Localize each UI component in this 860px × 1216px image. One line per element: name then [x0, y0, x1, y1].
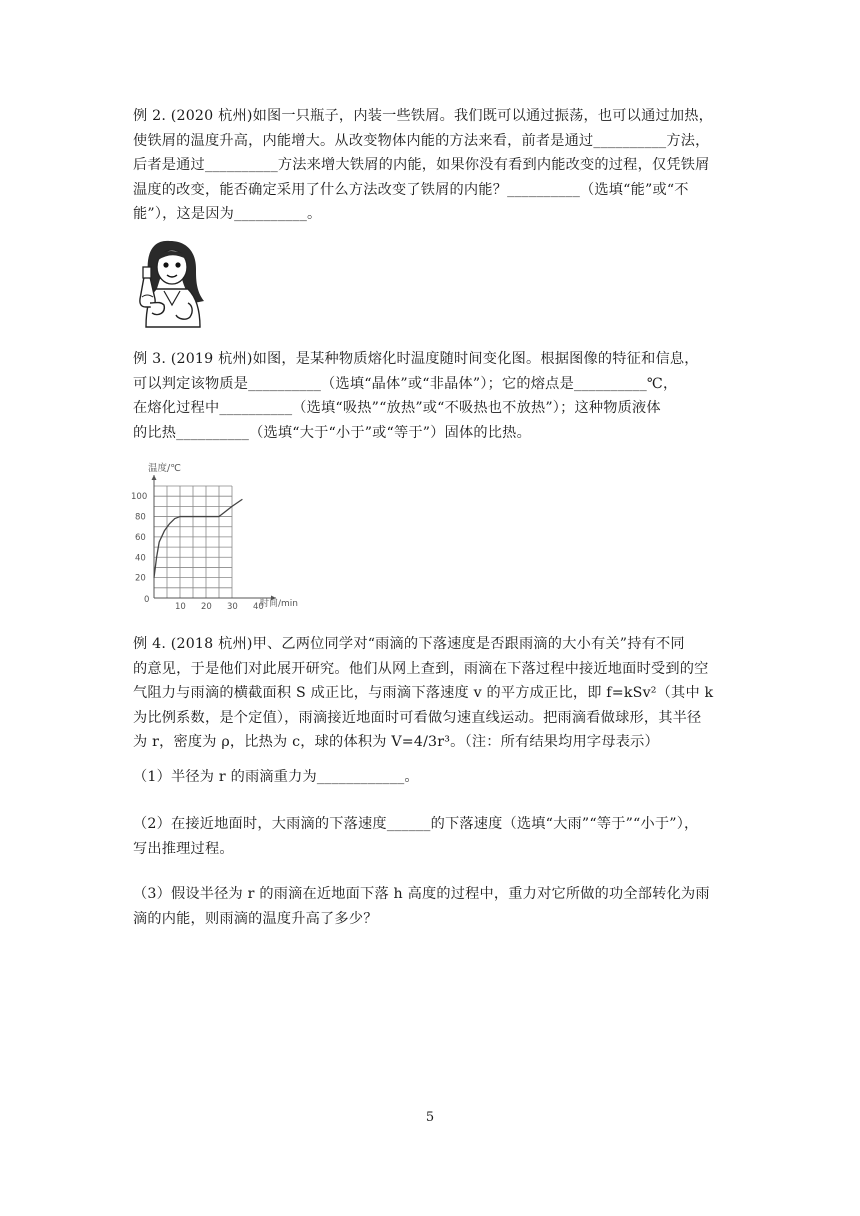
- text-line: 写出推理过程。: [133, 840, 234, 857]
- text-line: （3）假设半径为 r 的雨滴在近地面下落 h 高度的过程中，重力对它所做的功全部转化为雨: [133, 886, 710, 902]
- x-tick-label: 10: [175, 602, 186, 610]
- y-axis-arrow: [152, 475, 157, 480]
- x-tick-label: 20: [201, 602, 212, 610]
- text-line: 使铁屑的温度升高，内能增大。从改变物体内能的方法来看，前者是通过__________方法，: [133, 132, 710, 149]
- y-tick-label: 100: [131, 492, 148, 503]
- text-line: 滴的内能，则雨滴的温度升高了多少？: [133, 910, 378, 927]
- page-number: 5: [425, 1110, 435, 1125]
- text-line: 可以判定该物质是__________（选填“晶体”或“非晶体”）；它的熔点是__________℃，: [133, 375, 678, 392]
- text-line: 气阻力与雨滴的横截面积 S 成正比，与雨滴下落速度 v 的平方成正比，即 f=kSv²（其中 k: [133, 685, 714, 701]
- chart-axes: [152, 475, 277, 601]
- x-tick-label: 30: [227, 602, 238, 610]
- text-line: （1）半径为 r 的雨滴重力为____________。: [133, 769, 419, 785]
- example-2: [133, 104, 733, 227]
- text-line: 后者是通过__________方法来增大铁屑的内能，如果你没有看到内能改变的过程，仅凭铁屑: [133, 157, 710, 173]
- x-axis-label: 时间/min: [260, 599, 299, 609]
- question-2: [133, 812, 733, 861]
- y-tick-label: 60: [135, 532, 146, 543]
- y-tick-label: 40: [135, 553, 146, 564]
- text-line: 的意见，于是他们对此展开研究。他们从网上查到，雨滴在下落过程中接近地面时受到的空: [133, 660, 709, 677]
- text-line: 例 2. (2020 杭州)如图一只瓶子，内装一些铁屑。我们既可以通过振荡，也可以通过加热，: [133, 108, 714, 124]
- y-tick-label: 20: [135, 573, 146, 584]
- example-3: [133, 347, 733, 445]
- text-line: 为比例系数，是个定值），雨滴接近地面时可看做匀速直线运动。把雨滴看做球形，其半径: [133, 709, 702, 726]
- question-1: [133, 765, 733, 790]
- question-3: [133, 882, 733, 931]
- text-line: 例 3. (2019 杭州)如图，是某种物质熔化时温度随时间变化图。根据图像的特征和信息，: [133, 351, 699, 367]
- text-line: 例 4. (2018 杭州)甲、乙两位同学对“雨滴的下落速度是否跟雨滴的大小有关”持有不同: [133, 636, 685, 652]
- text-line: 的比热__________（选填“大于“小于”或“等于”）固体的比热。: [133, 424, 531, 441]
- chart-grid: [154, 486, 232, 598]
- y-tick-label: 80: [135, 512, 146, 523]
- example-4: [133, 632, 733, 755]
- text-line: 温度的改变，能否确定采用了什么方法改变了铁屑的内能？__________（选填“能”或“不: [133, 181, 689, 198]
- origin-tick-label: 0: [144, 595, 150, 605]
- text-line: 为 r，密度为 ρ，比热为 c，球的体积为 V=4/3r³。（注：所有结果均用字母表示）: [133, 734, 659, 750]
- girl-with-flask-illustration: [130, 233, 212, 328]
- text-line: （2）在接近地面时，大雨滴的下落速度______的下落速度（选填“大雨”“等于”“小于”），: [133, 816, 699, 832]
- y-axis-label: 温度/℃: [148, 463, 181, 474]
- text-line: 在熔化过程中__________（选填“吸热”“放热”或“不吸热也不放热”）；这种物质液体: [133, 400, 661, 416]
- x-tick-label: 40: [253, 602, 264, 610]
- chart-ticks: [131, 492, 264, 610]
- text-line: 能”），这是因为__________。: [133, 206, 322, 222]
- melting-temperature-chart: [128, 460, 300, 610]
